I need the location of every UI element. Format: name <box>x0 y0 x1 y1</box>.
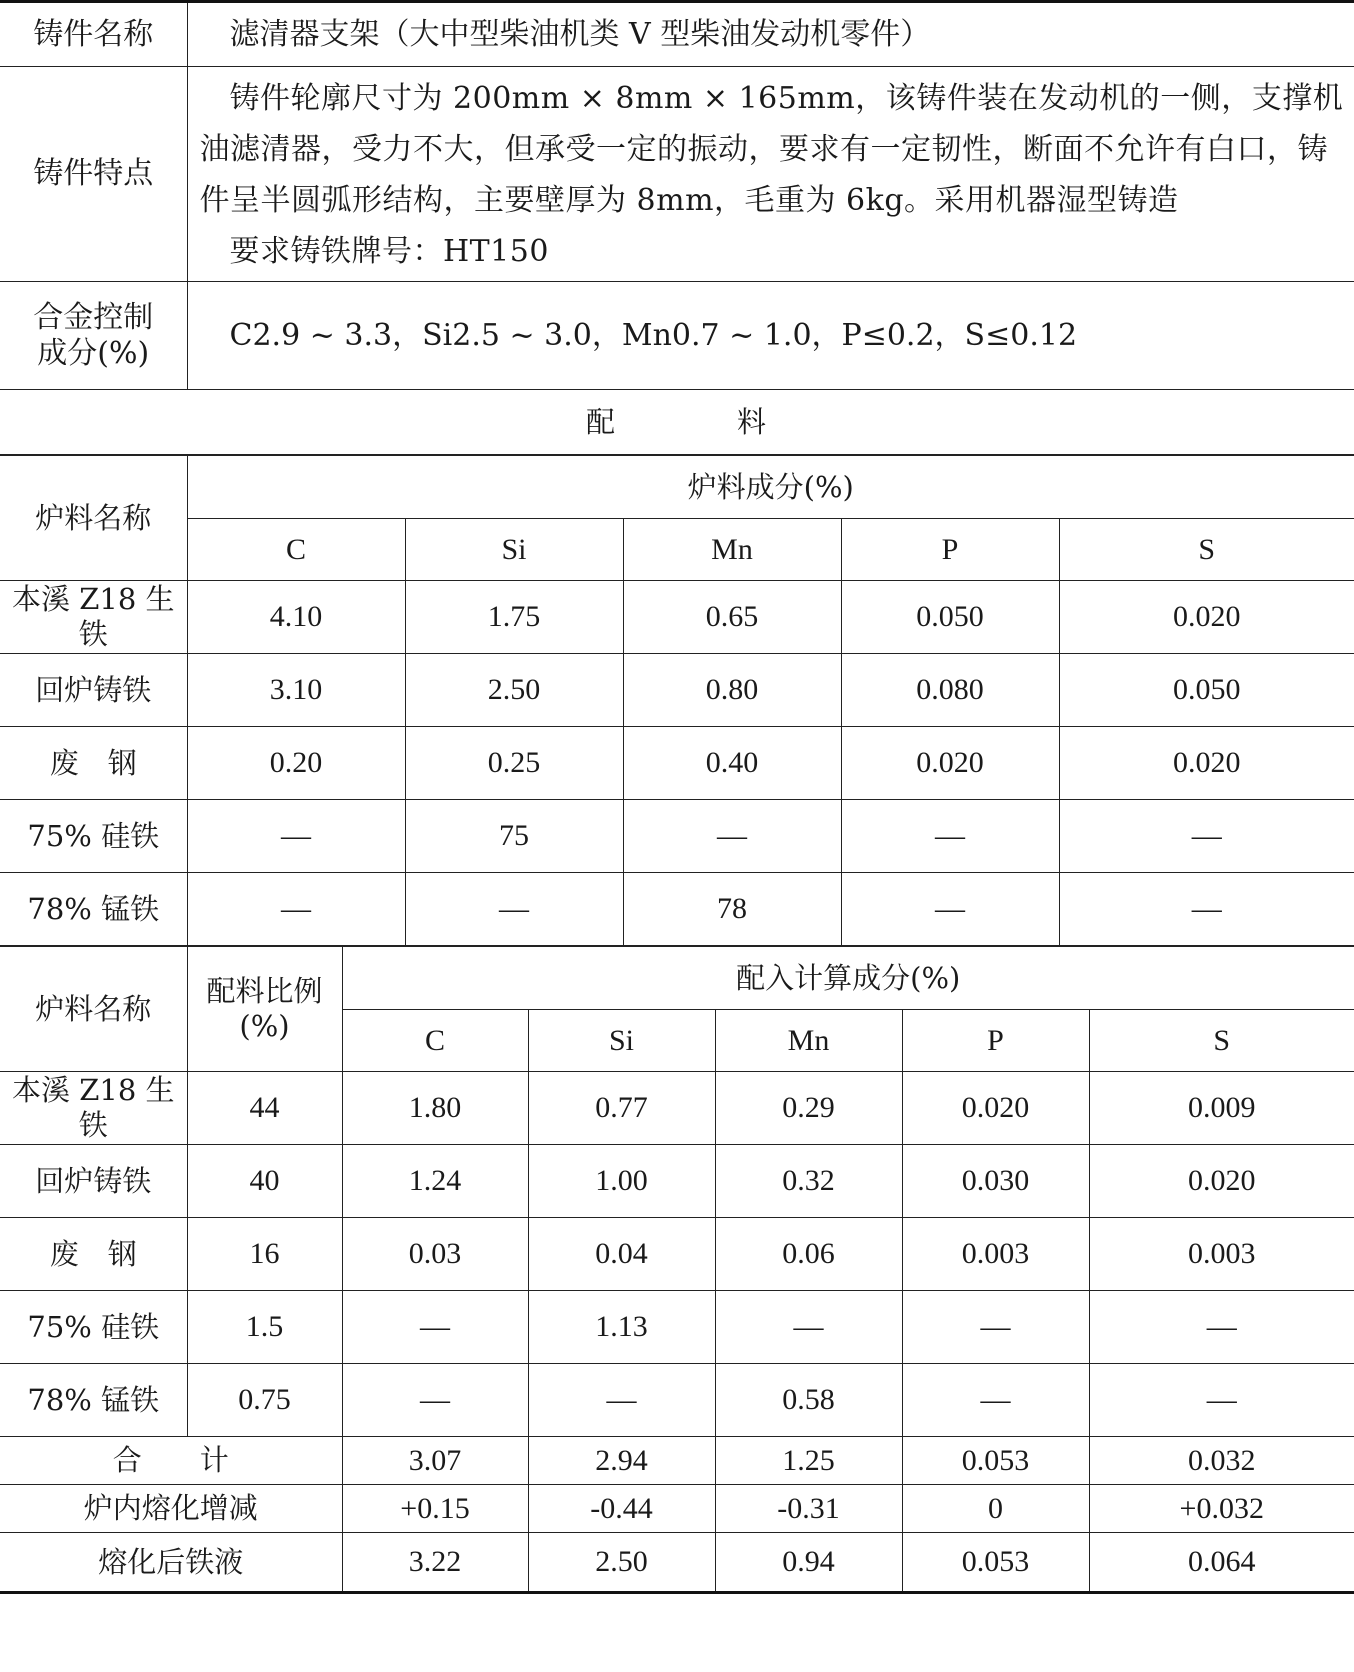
table-row <box>0 581 1354 654</box>
cell-value: — <box>528 1364 715 1437</box>
cell-value: 0.020 <box>902 1072 1089 1145</box>
table-row <box>0 1145 1354 1218</box>
casting-name-label: 铸件名称 <box>0 2 187 67</box>
casting-grade-text: 要求铸铁牌号：HT150 <box>229 234 549 269</box>
total-value: 1.25 <box>715 1437 902 1485</box>
raw-element-header: S <box>1059 519 1354 581</box>
cell-value: 0.04 <box>528 1218 715 1291</box>
alloy-control-label-line1: 合金控制 <box>33 299 154 335</box>
cell-value: — <box>1059 800 1354 873</box>
cell-value: — <box>187 873 405 946</box>
final-melt-value: 0.064 <box>1089 1533 1354 1593</box>
cell-value: 78 <box>623 873 841 946</box>
cell-value: — <box>902 1291 1089 1364</box>
cell-value: 0.77 <box>528 1072 715 1145</box>
total-label: 合 计 <box>0 1437 342 1485</box>
melt-change-row <box>0 1485 1354 1533</box>
cell-value: 0.050 <box>841 581 1059 654</box>
alloy-control-value: C2.9 ~ 3.3，Si2.5 ~ 3.0，Mn0.7 ~ 1.0，P≤0.2，S≤0.12 <box>187 282 1354 390</box>
raw-name-header: 炉料名称 <box>0 456 187 581</box>
cell-value: 0.009 <box>1089 1072 1354 1145</box>
casting-features-row <box>0 67 1354 282</box>
cell-value: 1.13 <box>528 1291 715 1364</box>
raw-group-header: 炉料成分(%) <box>187 456 1354 519</box>
calc-element-header: Mn <box>715 1010 902 1072</box>
cell-value: 1.24 <box>342 1145 528 1218</box>
cell-value: 0.06 <box>715 1218 902 1291</box>
calc-ratio-header-line2: (%) <box>239 1009 290 1043</box>
cell-value: — <box>1089 1291 1354 1364</box>
calc-element-header: P <box>902 1010 1089 1072</box>
calc-ratio-header-line1: 配料比例 <box>206 974 323 1009</box>
raw-material-table <box>0 455 1354 946</box>
casting-features-text: 铸件轮廓尺寸为 200mm × 8mm × 165mm，该铸件装在发动机的一侧，支撑机油滤清器，受力不大，但承受一定的振动，要求有一定韧性，断面不允许有白口，铸件呈半圆弧形结构，主要壁厚为 8mm，毛重为 6kg。采用机器湿型铸造 <box>199 81 1344 218</box>
raw-element-header: P <box>841 519 1059 581</box>
melt-change-value: +0.032 <box>1089 1485 1354 1533</box>
final-melt-value: 3.22 <box>342 1533 528 1593</box>
cell-value: 4.10 <box>187 581 405 654</box>
cell-value: — <box>623 800 841 873</box>
cell-value: — <box>841 873 1059 946</box>
material-name: 78% 锰铁 <box>0 873 187 946</box>
melt-change-value: -0.44 <box>528 1485 715 1533</box>
alloy-control-label-line2: 成分(%) <box>37 335 150 371</box>
section-title-part-b: 料 <box>737 404 769 439</box>
cell-value: — <box>1089 1364 1354 1437</box>
cell-value: — <box>1059 873 1354 946</box>
raw-header-row <box>0 456 1354 519</box>
section-title-part-a: 配 <box>585 404 617 439</box>
casting-features-cell <box>187 67 1354 282</box>
total-value: 0.053 <box>902 1437 1089 1485</box>
cell-value: 0.40 <box>623 727 841 800</box>
table-row <box>0 873 1354 946</box>
material-name: 废 钢 <box>0 727 187 800</box>
cell-value: 2.50 <box>405 654 623 727</box>
table-row <box>0 1291 1354 1364</box>
section-title-row <box>0 390 1354 455</box>
table-row <box>0 1218 1354 1291</box>
table-row <box>0 1072 1354 1145</box>
charge-ratio: 0.75 <box>187 1364 342 1437</box>
melt-change-label: 炉内熔化增减 <box>0 1485 342 1533</box>
cell-value: 0.25 <box>405 727 623 800</box>
cell-value: 0.29 <box>715 1072 902 1145</box>
casting-info-table <box>0 0 1354 390</box>
cell-value: 0.58 <box>715 1364 902 1437</box>
cell-value: 1.00 <box>528 1145 715 1218</box>
section-title-table <box>0 390 1354 455</box>
casting-features-label: 铸件特点 <box>0 67 187 282</box>
final-melt-label: 熔化后铁液 <box>0 1533 342 1593</box>
cell-value: 0.030 <box>902 1145 1089 1218</box>
calc-ratio-header <box>187 947 342 1072</box>
material-name: 回炉铸铁 <box>0 654 187 727</box>
cell-value: 0.020 <box>1059 727 1354 800</box>
cell-value: — <box>187 800 405 873</box>
material-name: 本溪 Z18 生铁 <box>0 581 187 654</box>
cell-value: 0.03 <box>342 1218 528 1291</box>
raw-element-header-row <box>0 519 1354 581</box>
material-name: 75% 硅铁 <box>0 1291 187 1364</box>
charge-ratio: 40 <box>187 1145 342 1218</box>
cell-value: — <box>405 873 623 946</box>
cell-value: — <box>342 1364 528 1437</box>
charge-calculation-table <box>0 946 1354 1594</box>
calc-group-header: 配入计算成分(%) <box>342 947 1354 1010</box>
table-row <box>0 654 1354 727</box>
total-value: 2.94 <box>528 1437 715 1485</box>
alloy-control-label <box>0 282 187 390</box>
charge-ratio: 16 <box>187 1218 342 1291</box>
cell-value: 0.003 <box>1089 1218 1354 1291</box>
melt-change-value: -0.31 <box>715 1485 902 1533</box>
raw-element-header: C <box>187 519 405 581</box>
cell-value: 0.32 <box>715 1145 902 1218</box>
raw-element-header: Mn <box>623 519 841 581</box>
cell-value: 75 <box>405 800 623 873</box>
cell-value: 0.020 <box>1089 1145 1354 1218</box>
calc-element-header: C <box>342 1010 528 1072</box>
cell-value: 1.80 <box>342 1072 528 1145</box>
calc-name-header: 炉料名称 <box>0 947 187 1072</box>
casting-name-value: 滤清器支架（大中型柴油机类 V 型柴油发动机零件） <box>187 2 1354 67</box>
material-name: 78% 锰铁 <box>0 1364 187 1437</box>
material-name: 本溪 Z18 生铁 <box>0 1072 187 1145</box>
cell-value: 0.050 <box>1059 654 1354 727</box>
cell-value: 0.080 <box>841 654 1059 727</box>
cell-value: — <box>715 1291 902 1364</box>
final-melt-row <box>0 1533 1354 1593</box>
table-row <box>0 1364 1354 1437</box>
cell-value: 1.75 <box>405 581 623 654</box>
cell-value: — <box>841 800 1059 873</box>
calc-element-header: Si <box>528 1010 715 1072</box>
cell-value: — <box>342 1291 528 1364</box>
table-row <box>0 800 1354 873</box>
final-melt-value: 0.94 <box>715 1533 902 1593</box>
cell-value: — <box>902 1364 1089 1437</box>
melt-change-value: +0.15 <box>342 1485 528 1533</box>
alloy-control-row <box>0 282 1354 390</box>
melt-change-value: 0 <box>902 1485 1089 1533</box>
table-row <box>0 727 1354 800</box>
section-title <box>0 390 1354 455</box>
cell-value: 0.020 <box>1059 581 1354 654</box>
total-value: 0.032 <box>1089 1437 1354 1485</box>
final-melt-value: 0.053 <box>902 1533 1089 1593</box>
charge-ratio: 44 <box>187 1072 342 1145</box>
casting-name-row <box>0 2 1354 67</box>
cell-value: 0.65 <box>623 581 841 654</box>
final-melt-value: 2.50 <box>528 1533 715 1593</box>
total-row <box>0 1437 1354 1485</box>
total-value: 3.07 <box>342 1437 528 1485</box>
calc-header-row <box>0 947 1354 1010</box>
raw-element-header: Si <box>405 519 623 581</box>
cell-value: 0.003 <box>902 1218 1089 1291</box>
calc-element-header: S <box>1089 1010 1354 1072</box>
cell-value: 0.20 <box>187 727 405 800</box>
cell-value: 0.80 <box>623 654 841 727</box>
material-name: 废 钢 <box>0 1218 187 1291</box>
charge-ratio: 1.5 <box>187 1291 342 1364</box>
cell-value: 0.020 <box>841 727 1059 800</box>
material-name: 回炉铸铁 <box>0 1145 187 1218</box>
cell-value: 3.10 <box>187 654 405 727</box>
material-name: 75% 硅铁 <box>0 800 187 873</box>
